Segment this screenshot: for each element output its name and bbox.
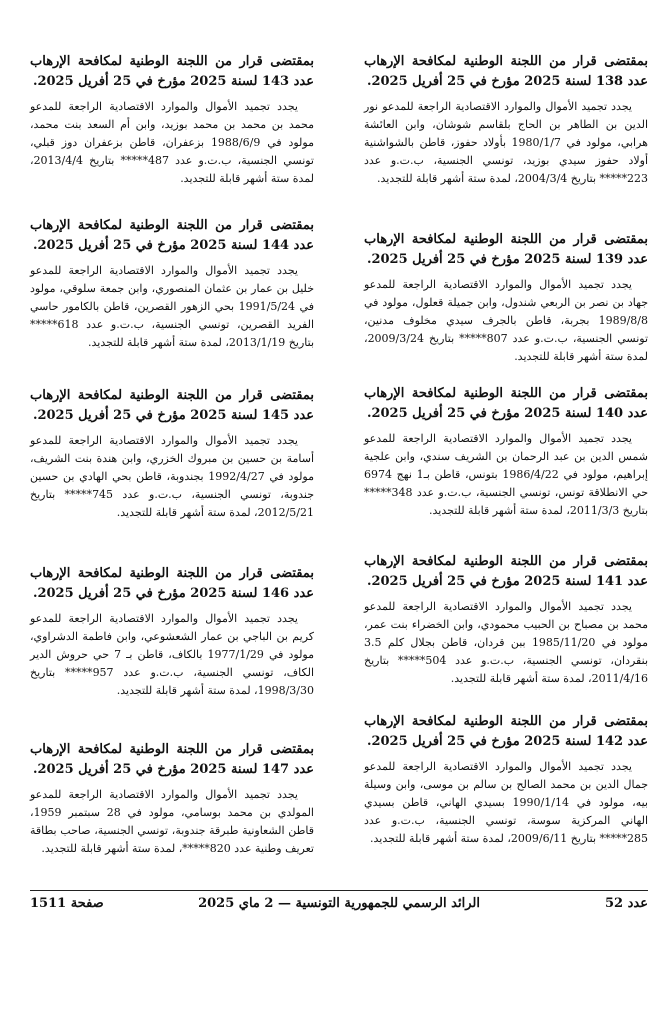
- decree-entry-146: [30, 564, 314, 700]
- decree-title: بمقتضى قرار من اللجنة الوطنية لمكافحة الإرهاب عدد 143 لسنة 2025 مؤرخ في 25 أفريل 2025.: [30, 54, 314, 89]
- decree-title: بمقتضى قرار من اللجنة الوطنية لمكافحة الإرهاب عدد 138 لسنة 2025 مؤرخ في 25 أفريل 2025.: [364, 54, 648, 89]
- decree-entry-140: [364, 384, 648, 520]
- decree-entry-139: [364, 230, 648, 366]
- decree-title: بمقتضى قرار من اللجنة الوطنية لمكافحة الإرهاب عدد 142 لسنة 2025 مؤرخ في 25 أفريل 2025.: [364, 714, 648, 749]
- decree-body: يجدد تجميد الأموال والموارد الاقتصادية الراجعة للمدعو نور الدين بن الطاهر بن الحاج بلقاسم شوشان، وابن العائشة هرابي، مولود في 1980/1/7 بأولاد حفوز، قاطن بالشواشنية أولاد حفوز سيدي بوزيد، تونسي الجنسية، ب.ت.و عدد 223***** بتاريخ 2004/3/4، لمدة ستة أشهر قابلة للتجديد.: [364, 100, 648, 185]
- page-number: صفحة 1511: [30, 896, 104, 911]
- decree-title: بمقتضى قرار من اللجنة الوطنية لمكافحة الإرهاب عدد 139 لسنة 2025 مؤرخ في 25 أفريل 2025.: [364, 232, 648, 267]
- decree-body: يجدد تجميد الأموال والموارد الاقتصادية الراجعة للمدعو خليل بن عمار بن عثمان المنصوري، وابن جمعة سلوقي، مولود في 1991/5/24 بحي الزهور القصرين، قاطن بالكامور حاسي الفريد القصرين، تونسي الجنسية، ب.ت.و عدد 618***** بتاريخ 2013/1/19، لمدة ستة أشهر قابلة للتجديد.: [30, 264, 314, 349]
- decree-title: بمقتضى قرار من اللجنة الوطنية لمكافحة الإرهاب عدد 147 لسنة 2025 مؤرخ في 25 أفريل 2025.: [30, 742, 314, 777]
- decree-title: بمقتضى قرار من اللجنة الوطنية لمكافحة الإرهاب عدد 144 لسنة 2025 مؤرخ في 25 أفريل 2025.: [30, 218, 314, 253]
- footer-divider: [30, 890, 648, 891]
- decree-body: يجدد تجميد الأموال والموارد الاقتصادية الراجعة للمدعو جهاد بن نصر بن الربعي شندول، وابن جميلة قعلول، مولود في 1989/8/8 بجربة، قاطن بالجرف سيدي مخلوف مدنين، تونسي الجنسية، ب.ت.و عدد 807***** بتاريخ 2009/3/24، لمدة ستة أشهر قابلة للتجديد.: [364, 278, 649, 363]
- decree-body: يجدد تجميد الأموال والموارد الاقتصادية الراجعة للمدعو المولدي بن محمد بوسامي، مولود في 28 سبتمبر 1959، قاطن الشعاونية طبرقة جندوبة، تونسي الجنسية، صاحب بطاقة تعريف وطنية عدد 820*****، لمدة ستة أشهر قابلة للتجديد.: [30, 788, 314, 855]
- decree-body: يجدد تجميد الأموال والموارد الاقتصادية الراجعة للمدعو محمد بن مصباح بن الحبيب محمودي، وابن الخضراء بنت عمر، مولود في 1985/11/20 ببن قردان، قاطن بجلال كلم 3.5 بنقردان، تونسي الجنسية، ب.ت.و عدد 504***** بتاريخ 2011/4/16، لمدة ستة أشهر قابلة للتجديد.: [364, 600, 649, 685]
- decree-body: يجدد تجميد الأموال والموارد الاقتصادية الراجعة للمدعو جمال الدين بن محمد الصالح بن سالم بن موسى، وابن وسيلة بيه، مولود في 1990/1/14 بسيدي الهاني، قاطن بسيدي الهاني المركزية سوسة، تونسي الجنسية، ب.ت.و عدد 285***** بتاريخ 2009/6/11، لمدة ستة أشهر قابلة للتجديد.: [364, 760, 648, 845]
- decree-entry-144: [30, 216, 314, 352]
- decree-entry-145: [30, 386, 314, 522]
- decree-body: يجدد تجميد الأموال والموارد الاقتصادية الراجعة للمدعو كريم بن الباجي بن عمار الشعشوعي، وابن فاطمة الدشراوي، مولود في 1977/1/29 بالكاف، قاطن بـ 7 حي حروش الدير الكاف، تونسي الجنسية، ب.ت.و عدد 957***** بتاريخ 1998/3/30، لمدة ستة أشهر قابلة للتجديد.: [30, 612, 315, 697]
- issue-number: عدد 52: [605, 896, 648, 911]
- decree-title: بمقتضى قرار من اللجنة الوطنية لمكافحة الإرهاب عدد 146 لسنة 2025 مؤرخ في 25 أفريل 2025.: [30, 566, 314, 601]
- decree-title: بمقتضى قرار من اللجنة الوطنية لمكافحة الإرهاب عدد 140 لسنة 2025 مؤرخ في 25 أفريل 2025.: [364, 386, 648, 421]
- decree-entry-141: [364, 552, 648, 688]
- decree-entry-147: [30, 740, 314, 858]
- decree-body: يجدد تجميد الأموال والموارد الاقتصادية الراجعة للمدعو شمس الدين بن عبد الرحمان بن الشريف سندي، وابن علجية إبراهيم، مولود في 1986/4/22 بتونس، قاطن بـ1 نهج 6974 حي الانطلاقة تونس، تونسي الجنسية، ب.ت.و عدد 348***** بتاريخ 2011/3/3، لمدة ستة أشهر قابلة للتجديد.: [364, 432, 648, 517]
- decree-entry-143: [30, 52, 314, 188]
- decree-entry-142: [364, 712, 648, 848]
- decree-title: بمقتضى قرار من اللجنة الوطنية لمكافحة الإرهاب عدد 141 لسنة 2025 مؤرخ في 25 أفريل 2025.: [364, 554, 648, 589]
- decree-body: يجدد تجميد الأموال والموارد الاقتصادية الراجعة للمدعو أسامة بن حسين بن مبروك الخزري، وابن هندة بنت الشريف، مولود في 1992/4/27 بجندوبة، قاطن بحي الهادي بن حسين جندوبة، تونسي الجنسية، ب.ت.و عدد 745***** بتاريخ 2012/5/21، لمدة ستة أشهر قابلة للتجديد.: [30, 434, 314, 519]
- decree-body: يجدد تجميد الأموال والموارد الاقتصادية الراجعة للمدعو محمد بن محمد بن محمد بوزيد، وابن أم السعد بنت محمد، مولود في 1988/6/9 بزعفران، قاطن بزعفران دوز قبلي، تونسي الجنسية، ب.ت.و عدد 487***** بتاريخ 2013/4/4، لمدة ستة أشهر قابلة للتجديد.: [30, 100, 314, 185]
- publication-title: الرائد الرسمي للجمهورية التونسية — 2 ماي 2025: [198, 896, 480, 911]
- decree-entry-138: [364, 52, 648, 188]
- decree-title: بمقتضى قرار من اللجنة الوطنية لمكافحة الإرهاب عدد 145 لسنة 2025 مؤرخ في 25 أفريل 2025.: [30, 388, 314, 423]
